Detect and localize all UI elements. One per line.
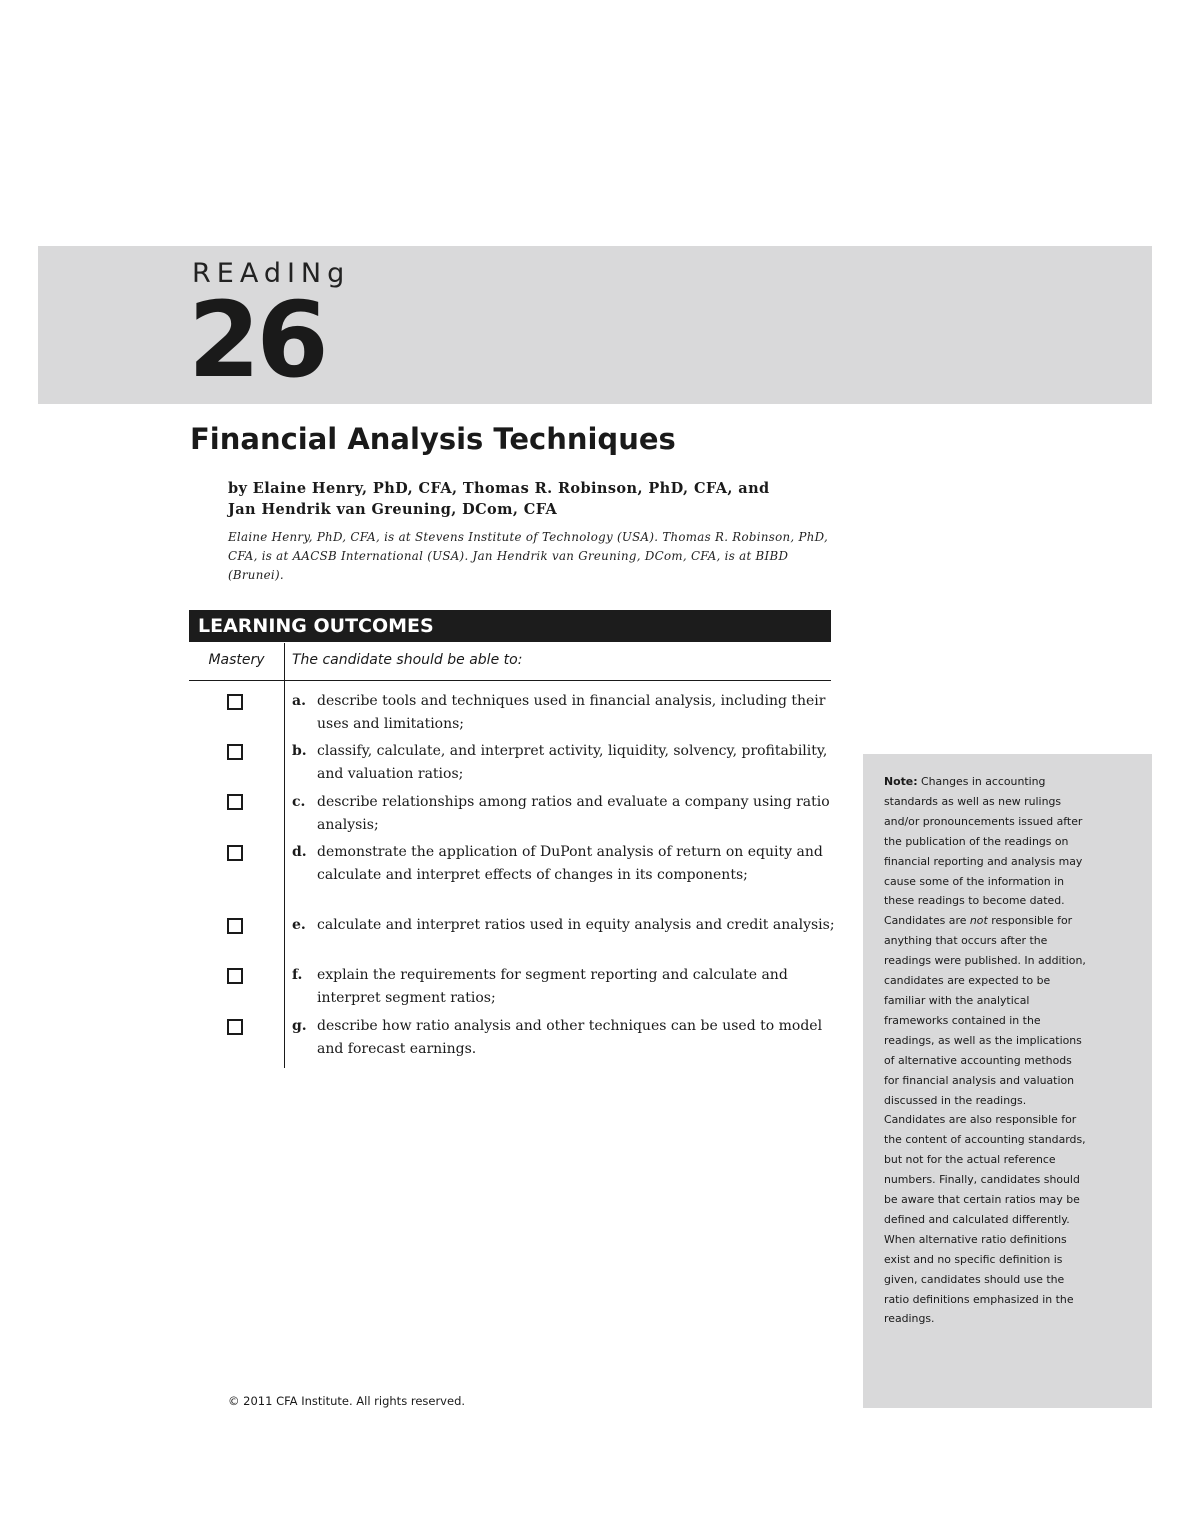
outcome-letter-a: a. <box>292 693 306 709</box>
outcome-text-d: demonstrate the application of DuPont analysis of return on equity and calculate and interpret effects of changes in its components; <box>317 844 823 883</box>
candidate-column-header: The candidate should be able to: <box>292 652 523 668</box>
outcome-text-e: calculate and interpret ratios used in equity analysis and credit analysis; <box>317 917 835 933</box>
outcome-text-a: describe tools and techniques used in financial analysis, including their uses and limitations; <box>317 693 826 732</box>
note-text <box>884 772 1089 1329</box>
table-header-divider <box>189 680 831 681</box>
outcome-letter-d: d. <box>292 844 307 860</box>
note-body-part-2: responsible for anything that occurs after the readings were published. In addition, candidates are expected to be familiar with the analytical frameworks contained in the readings, as well as the implications of alternative accounting methods for financial analysis and valuation discussed in the readings. Candidates are also responsible for the content of accounting standards, but not for the actual reference numbers. Finally, candidates should be aware that certain ratios may be defined and calculated differently. When alternative ratio definitions exist and no specific definition is given, candidates should use the ratio definitions emphasized in the readings. <box>884 914 1086 1326</box>
mastery-checkbox-a[interactable] <box>227 694 243 710</box>
outcome-letter-b: b. <box>292 743 307 759</box>
byline <box>228 478 828 520</box>
page-title: Financial Analysis Techniques <box>190 422 676 456</box>
mastery-checkbox-c[interactable] <box>227 794 243 810</box>
mastery-checkbox-f[interactable] <box>227 968 243 984</box>
byline-line-1: by Elaine Henry, PhD, CFA, Thomas R. Robinson, PhD, CFA, and <box>228 480 770 497</box>
outcome-letter-g: g. <box>292 1018 307 1034</box>
reading-number: 26 <box>188 279 325 401</box>
outcome-text-f: explain the requirements for segment reporting and calculate and interpret segment ratios; <box>317 967 788 1006</box>
outcome-letter-c: c. <box>292 794 306 810</box>
byline-line-2: Jan Hendrik van Greuning, DCom, CFA <box>228 501 558 518</box>
note-label: Note: <box>884 775 918 788</box>
note-body-part-1: Changes in accounting standards as well as new rulings and/or pronouncements issued after the publication of the readings on financial reporting and analysis may cause some of the information in these readings to become dated. Candidates are <box>884 775 1083 928</box>
mastery-checkbox-g[interactable] <box>227 1019 243 1035</box>
copyright-notice: © 2011 CFA Institute. All rights reserved. <box>228 1394 466 1408</box>
outcome-letter-e: e. <box>292 917 306 933</box>
author-affiliations: Elaine Henry, PhD, CFA, is at Stevens Institute of Technology (USA). Thomas R. Robinson, PhD, CFA, is at AACSB International (USA). Jan Hendrik van Greuning, DCom, CFA, is at BIBD (Brunei). <box>228 530 828 582</box>
mastery-column-header: Mastery <box>208 652 265 668</box>
outcome-text-b: classify, calculate, and interpret activity, liquidity, solvency, profitability, and valuation ratios; <box>317 743 828 782</box>
mastery-checkbox-e[interactable] <box>227 918 243 934</box>
learning-outcomes-heading: LEARNING OUTCOMES <box>189 610 831 642</box>
reading-label: REAdINg <box>192 258 351 289</box>
mastery-checkbox-b[interactable] <box>227 744 243 760</box>
outcome-letter-f: f. <box>292 967 303 983</box>
table-column-divider <box>284 643 285 1068</box>
mastery-checkbox-d[interactable] <box>227 845 243 861</box>
note-emphasis: not <box>969 914 988 928</box>
outcome-text-c: describe relationships among ratios and evaluate a company using ratio analysis; <box>317 794 830 833</box>
outcome-text-g: describe how ratio analysis and other techniques can be used to model and forecast earnings. <box>317 1018 823 1057</box>
